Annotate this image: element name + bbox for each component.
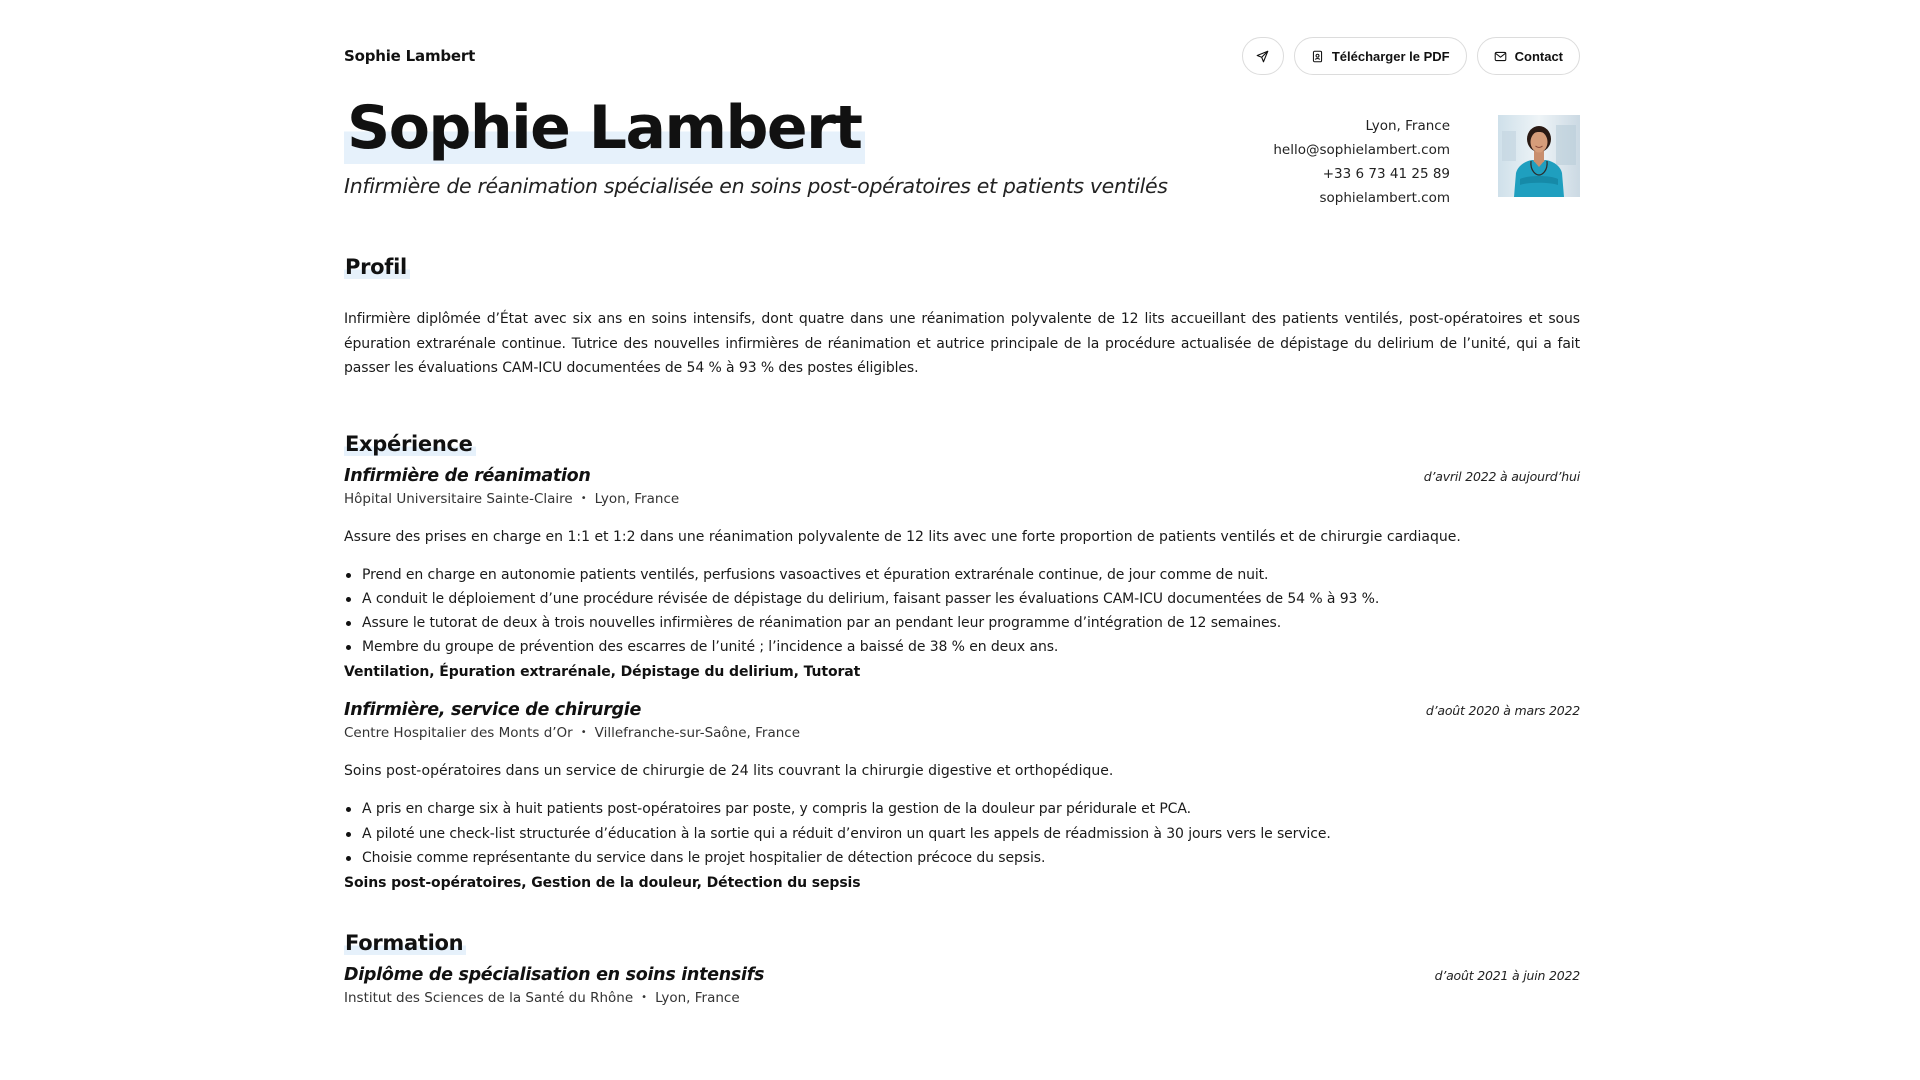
achievement-item: Prend en charge en autonomie patients ventilés, perfusions vasoactives et épuration extrarénale continue, de jour comme de nuit.: [344, 563, 1580, 587]
header-identity: [344, 93, 1273, 210]
job-employer: Hôpital Universitaire Sainte-Claire: [344, 490, 573, 507]
phone-link[interactable]: +33 6 73 41 25 89: [1322, 166, 1450, 182]
download-pdf-button[interactable]: [1294, 37, 1467, 75]
pdf-file-icon: [1311, 50, 1324, 63]
job-entry: [344, 466, 1580, 681]
contact-button[interactable]: [1477, 37, 1580, 75]
separator-dot: •: [641, 991, 648, 1003]
brand-name: Sophie Lambert: [344, 47, 476, 65]
job-location: Villefranche-sur-Saône, France: [594, 725, 801, 742]
separator-dot: •: [580, 727, 587, 739]
job-entry: [344, 700, 1580, 891]
job-header: [344, 466, 1580, 486]
separator-dot: •: [580, 492, 587, 504]
share-button[interactable]: [1242, 37, 1284, 75]
download-pdf-label: Télécharger le PDF: [1331, 48, 1450, 64]
job-header: [344, 700, 1580, 720]
education-header: [344, 965, 1580, 985]
education-date: d’août 2021 à juin 2022: [1434, 967, 1580, 983]
resume-header: [344, 93, 1580, 210]
mail-icon: [1494, 50, 1507, 63]
contact-label: Contact: [1514, 48, 1563, 64]
education-organization: [344, 990, 1580, 1006]
job-organization: [344, 491, 1580, 507]
job-date: d’avril 2022 à aujourd’hui: [1423, 468, 1580, 484]
website-link[interactable]: sophielambert.com: [1319, 190, 1450, 206]
job-organization: [344, 725, 1580, 741]
job-skills: Ventilation, Épuration extrarénale, Dépistage du delirium, Tutorat: [344, 664, 861, 681]
contact-details: [1273, 114, 1450, 210]
location-text: Lyon, France: [1365, 118, 1450, 134]
send-icon: [1256, 50, 1269, 63]
job-date: d’août 2020 à mars 2022: [1425, 703, 1580, 719]
job-employer: Centre Hospitalier des Monts d’Or: [344, 725, 573, 742]
job-title: Infirmière de réanimation: [344, 465, 591, 486]
header-contact: [1273, 96, 1580, 210]
job-skills: Soins post-opératoires, Gestion de la douleur, Détection du sepsis: [344, 874, 861, 891]
job-title: Infirmière, service de chirurgie: [344, 700, 642, 721]
achievement-item: Assure le tutorat de deux à trois nouvelles infirmières de réanimation par an pendant leur programme d’intégration de 12 semaines.: [344, 611, 1580, 635]
degree-title: Diplôme de spécialisation en soins intensifs: [344, 964, 765, 985]
achievement-item: Membre du groupe de prévention des escarres de l’unité ; l’incidence a baissé de 38 % en deux ans.: [344, 635, 1580, 659]
tagline: Infirmière de réanimation spécialisée en soins post-opératoires et patients ventilés: [344, 174, 1168, 198]
achievement-item: A pris en charge six à huit patients post-opératoires par poste, y compris la gestion de la douleur par péridurale et PCA.: [344, 797, 1580, 821]
achievement-item: A piloté une check-list structurée d’éducation à la sortie qui a réduit d’environ un quart les appels de réadmission à 30 jours vers le service.: [344, 822, 1580, 846]
job-location: Lyon, France: [594, 490, 680, 507]
person-name: Sophie Lambert: [344, 96, 865, 164]
top-bar: [344, 34, 1580, 78]
education-entry: [344, 965, 1580, 1006]
section-title-experience: Expérience: [344, 432, 476, 456]
job-summary: Assure des prises en charge en 1:1 et 1:2 dans une réanimation polyvalente de 12 lits avec une forte proportion de patients ventilés et de chirurgie cardiaque.: [344, 528, 1461, 545]
achievement-item: Choisie comme représentante du service dans le projet hospitalier de détection précoce du sepsis.: [344, 846, 1580, 870]
achievement-item: A conduit le déploiement d’une procédure révisée de dépistage du delirium, faisant passer les évaluations CAM-ICU documentées de 54 % à 93 %.: [344, 587, 1580, 611]
school-location: Lyon, France: [655, 989, 740, 1006]
resume-page: [340, 0, 1580, 1006]
profile-photo: [1498, 115, 1580, 197]
section-title-profil: Profil: [344, 255, 410, 279]
job-achievements: [344, 563, 1580, 660]
job-achievements: [344, 797, 1580, 870]
top-actions: [1242, 37, 1580, 75]
email-link[interactable]: hello@sophielambert.com: [1273, 142, 1450, 158]
profile-summary: Infirmière diplômée d’État avec six ans en soins intensifs, dont quatre dans une réanimation polyvalente de 12 lits accueillant des patients ventilés, post-opératoires et sous épuration extrarénale continue. Tutrice des nouvelles infirmières de réanimation et autrice principale de la procédure actualisée de dépistage du delirium de l’unité, qui a fait passer les évaluations CAM-ICU documentées de 54 % à 93 % des postes éligibles.: [344, 311, 1580, 376]
school-name: Institut des Sciences de la Santé du Rhône: [344, 989, 634, 1006]
section-title-formation: Formation: [344, 931, 466, 955]
job-summary: Soins post-opératoires dans un service de chirurgie de 24 lits couvrant la chirurgie digestive et orthopédique.: [344, 763, 1114, 780]
